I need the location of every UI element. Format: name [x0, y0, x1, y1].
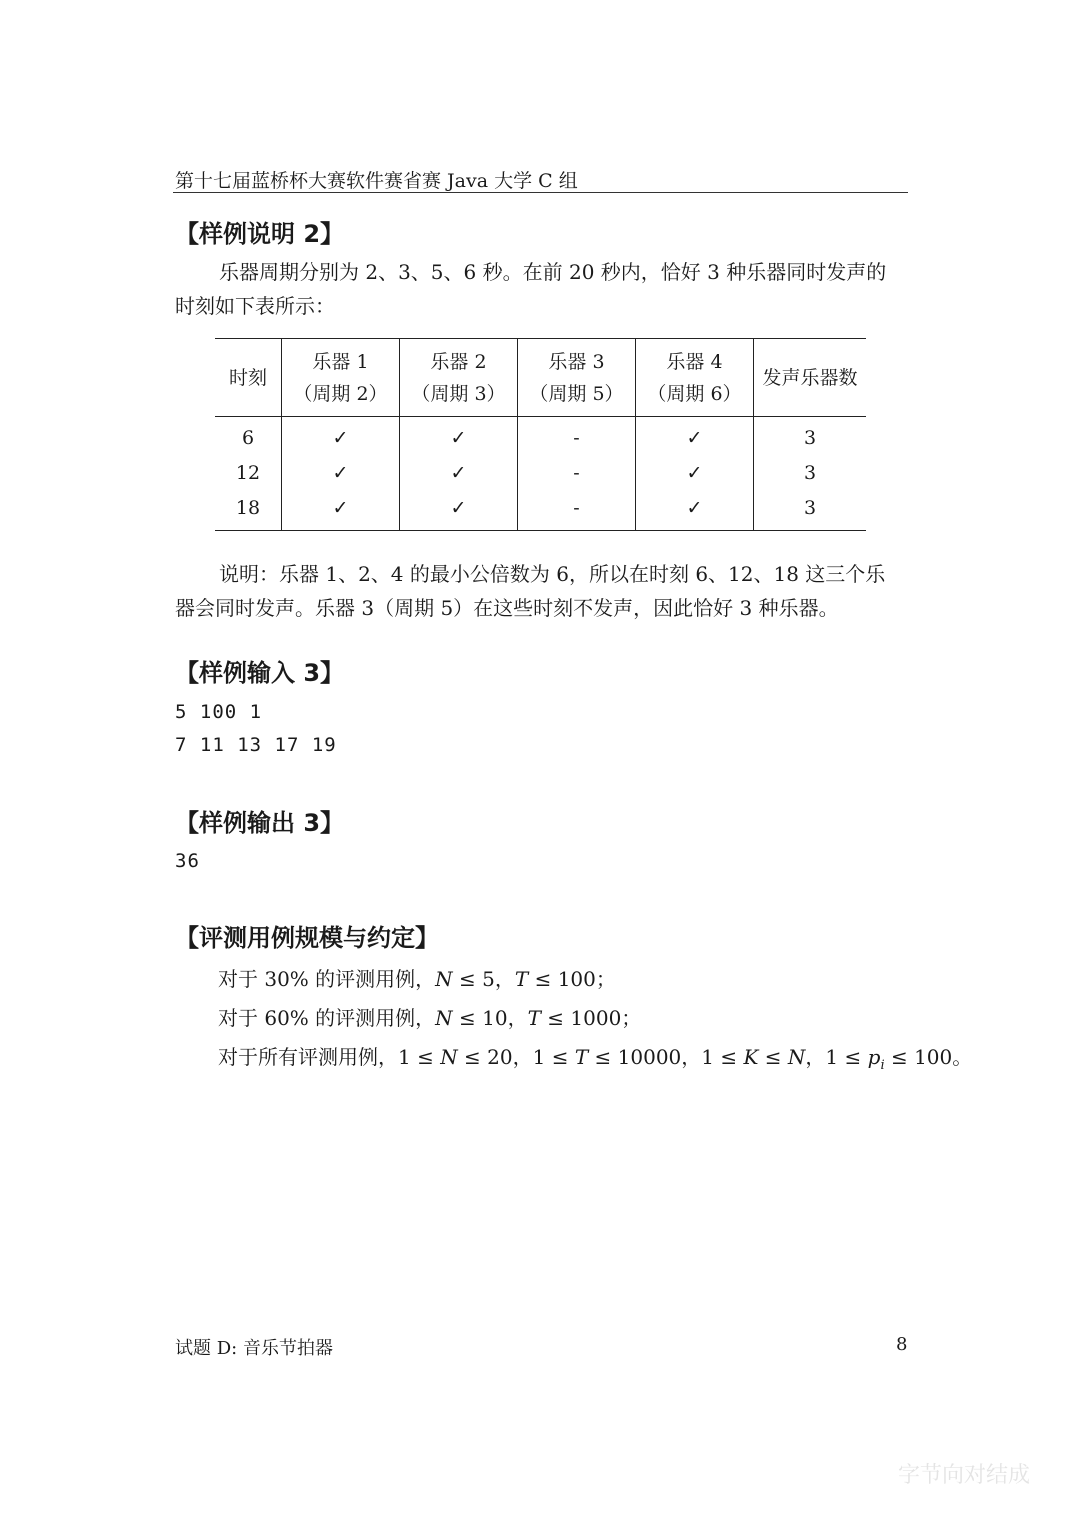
table-cell: -: [518, 490, 636, 531]
sample-input-block: [175, 696, 337, 762]
table-header-cell: 乐器 1 （周期 2）: [282, 339, 400, 417]
constraint-line-1: 对于 30% 的评测用例，N ≤ 5，T ≤ 100；: [218, 967, 616, 991]
table-cell: 3: [754, 455, 867, 490]
explain-line-1: 乐器周期分别为 2、3、5、6 秒。在前 20 秒内，恰好 3 种乐器同时发声的: [219, 260, 887, 284]
explain-note: [175, 557, 910, 625]
table-cell: ✓: [282, 490, 400, 531]
sample-input-line: 7 11 13 17 19: [175, 734, 337, 756]
table-cell: 12: [235, 461, 261, 484]
table-cell: ✓: [400, 455, 518, 490]
table-cell: 18: [235, 496, 261, 519]
header-rule: [173, 192, 908, 193]
table-row: [215, 417, 866, 456]
table-cell: 6: [241, 426, 255, 449]
table-header-row: [215, 339, 866, 417]
table-row: [215, 490, 866, 531]
watermark: 字节向对结成: [898, 1463, 1031, 1488]
table-header-cell: 时刻: [215, 339, 282, 417]
table-cell: ✓: [636, 417, 754, 456]
explain-paragraph: [175, 255, 910, 323]
constraint-line-3: 对于所有评测用例，1 ≤ N ≤ 20，1 ≤ T ≤ 10000，1 ≤ K ≤ N，$1 \le p_i \le 100$。: [218, 1045, 973, 1073]
sample-table: [215, 338, 866, 531]
table-cell: ✓: [636, 490, 754, 531]
table-cell: 3: [754, 490, 867, 531]
sample-input-line: 5 100 1: [175, 701, 263, 723]
table-row: [215, 455, 866, 490]
table-header-cell: 发声乐器数: [754, 339, 867, 417]
table-cell: ✓: [282, 417, 400, 456]
table-header-cell: 乐器 2 （周期 3）: [400, 339, 518, 417]
table-cell: ✓: [400, 417, 518, 456]
table-cell: ✓: [636, 455, 754, 490]
sample-output-line: 36: [175, 850, 200, 872]
constraint-line-2: 对于 60% 的评测用例，N ≤ 10，T ≤ 1000；: [218, 1006, 642, 1030]
table-cell: 3: [754, 417, 867, 456]
page-header: 第十七届蓝桥杯大赛软件赛省赛 Java 大学 C 组: [175, 170, 578, 192]
note-line-1: 说明：乐器 1、2、4 的最小公倍数为 6，所以在时刻 6、12、18 这三个乐: [219, 562, 886, 586]
explain-line-2: 时刻如下表所示：: [175, 294, 335, 318]
sample-output-block: [175, 845, 200, 878]
section-title-constraints: 【评测用例规模与约定】: [175, 924, 439, 952]
table-header-cell: 乐器 4 （周期 6）: [636, 339, 754, 417]
section-title-sample-explain-2: 【样例说明 2】: [175, 220, 345, 248]
footer-page-number: 8: [896, 1334, 908, 1355]
note-line-2: 器会同时发声。乐器 3（周期 5）在这些时刻不发声，因此恰好 3 种乐器。: [175, 596, 839, 620]
table-cell: ✓: [282, 455, 400, 490]
table-cell: -: [518, 417, 636, 456]
section-title-sample-input-3: 【样例输入 3】: [175, 659, 345, 687]
table-cell: ✓: [400, 490, 518, 531]
table-header-cell: 乐器 3 （周期 5）: [518, 339, 636, 417]
section-title-sample-output-3: 【样例输出 3】: [175, 809, 345, 837]
table-cell: -: [518, 455, 636, 490]
footer-problem-title: 试题 D: 音乐节拍器: [175, 1338, 333, 1359]
